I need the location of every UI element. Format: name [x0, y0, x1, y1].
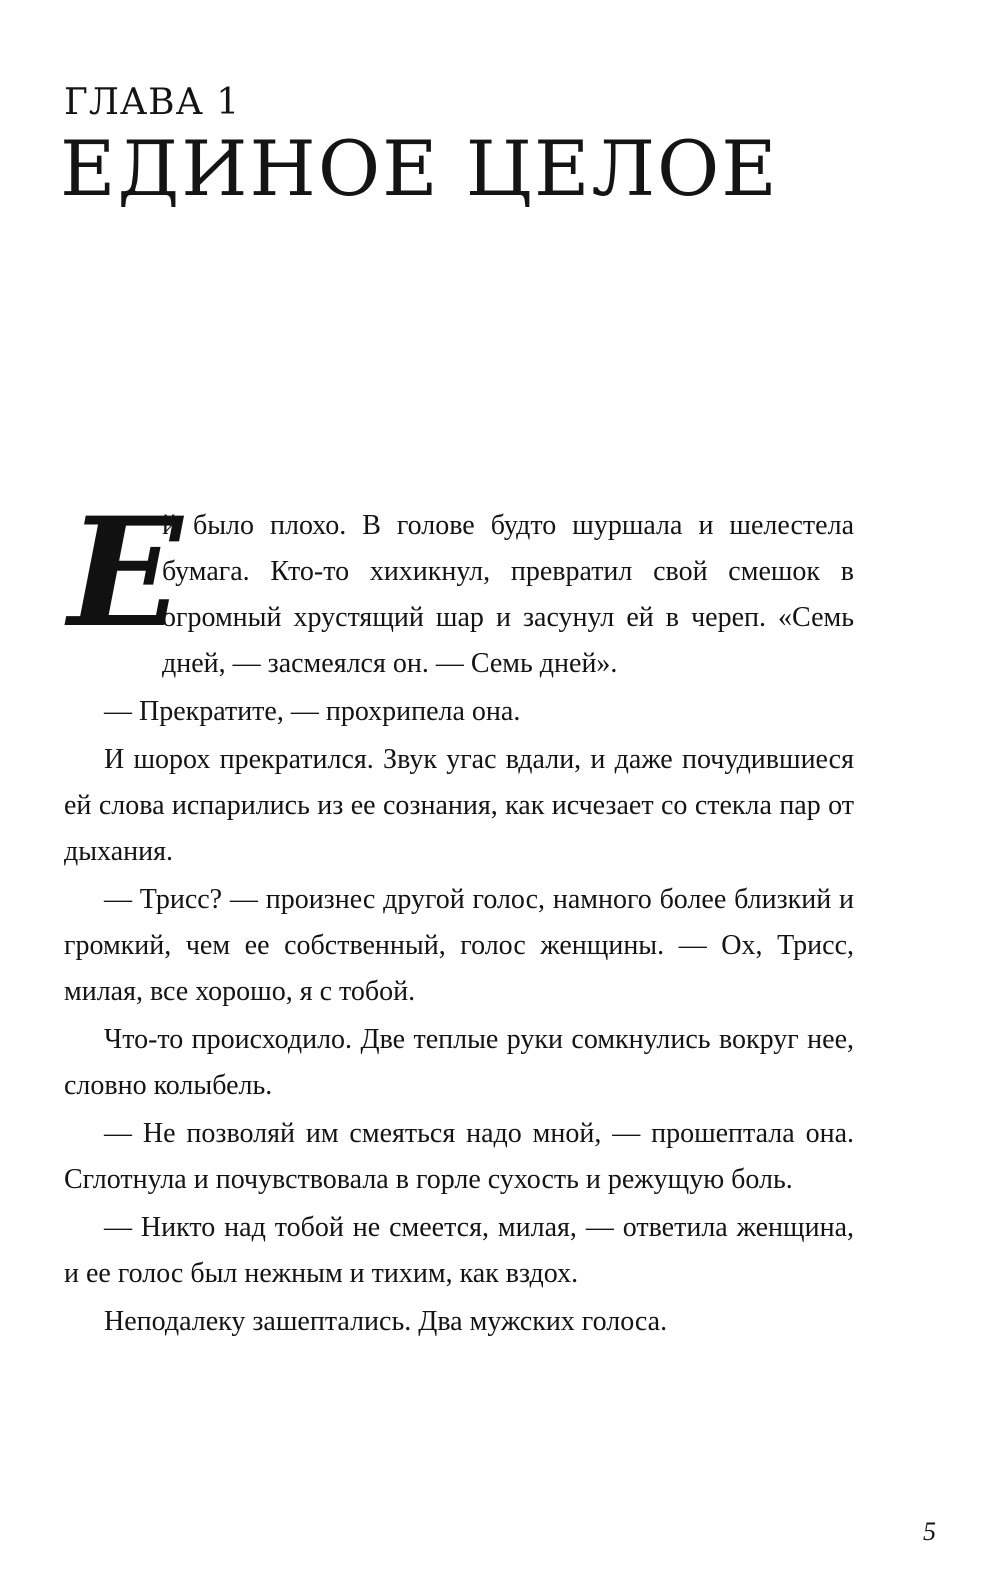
paragraph-5: Что-то происходило. Две теплые руки сомкнулись вокруг нее, словно колыбель.: [64, 1024, 854, 1101]
paragraph-1: [64, 485, 854, 687]
paragraph-2: — Прекратите, — прохрипела она.: [104, 696, 521, 727]
paragraph-8: Неподалеку зашептались. Два мужских голоса.: [104, 1306, 668, 1337]
drop-cap: Е: [68, 485, 183, 661]
chapter-title: ЕДИНОЕ ЦЕЛОЕ: [60, 124, 779, 213]
paragraph-6: — Не позволяй им смеяться надо мной, — прошептала она. Сглотнула и почувствовала в горле сухость и режущую боль.: [64, 1118, 854, 1195]
chapter-text: [64, 485, 854, 1347]
paragraph-3: И шорох прекратился. Звук угас вдали, и даже почудившиеся ей слова испарились из ее сознания, как исчезает со стекла пар от дыхания.: [64, 744, 854, 867]
paragraph-1-text: й было плохо. В голове будто шуршала и шелестела бумага. Кто-то хихикнул, превратил свой смешок в огромный хрустящий шар и засунул ей в череп. «Семь дней, — засмеялся он. — Семь дней».: [162, 510, 854, 679]
paragraph-4: — Трисс? — произнес другой голос, намного более близкий и громкий, чем ее собственный, голос женщины. — Ох, Трисс, милая, все хорошо, я с тобой.: [64, 884, 854, 1007]
chapter-label: ГЛАВА 1: [64, 82, 241, 123]
paragraph-7: — Никто над тобой не смеется, милая, — ответила женщина, и ее голос был нежным и тихим, как вздох.: [64, 1212, 854, 1289]
page-number: 5: [923, 1517, 936, 1546]
